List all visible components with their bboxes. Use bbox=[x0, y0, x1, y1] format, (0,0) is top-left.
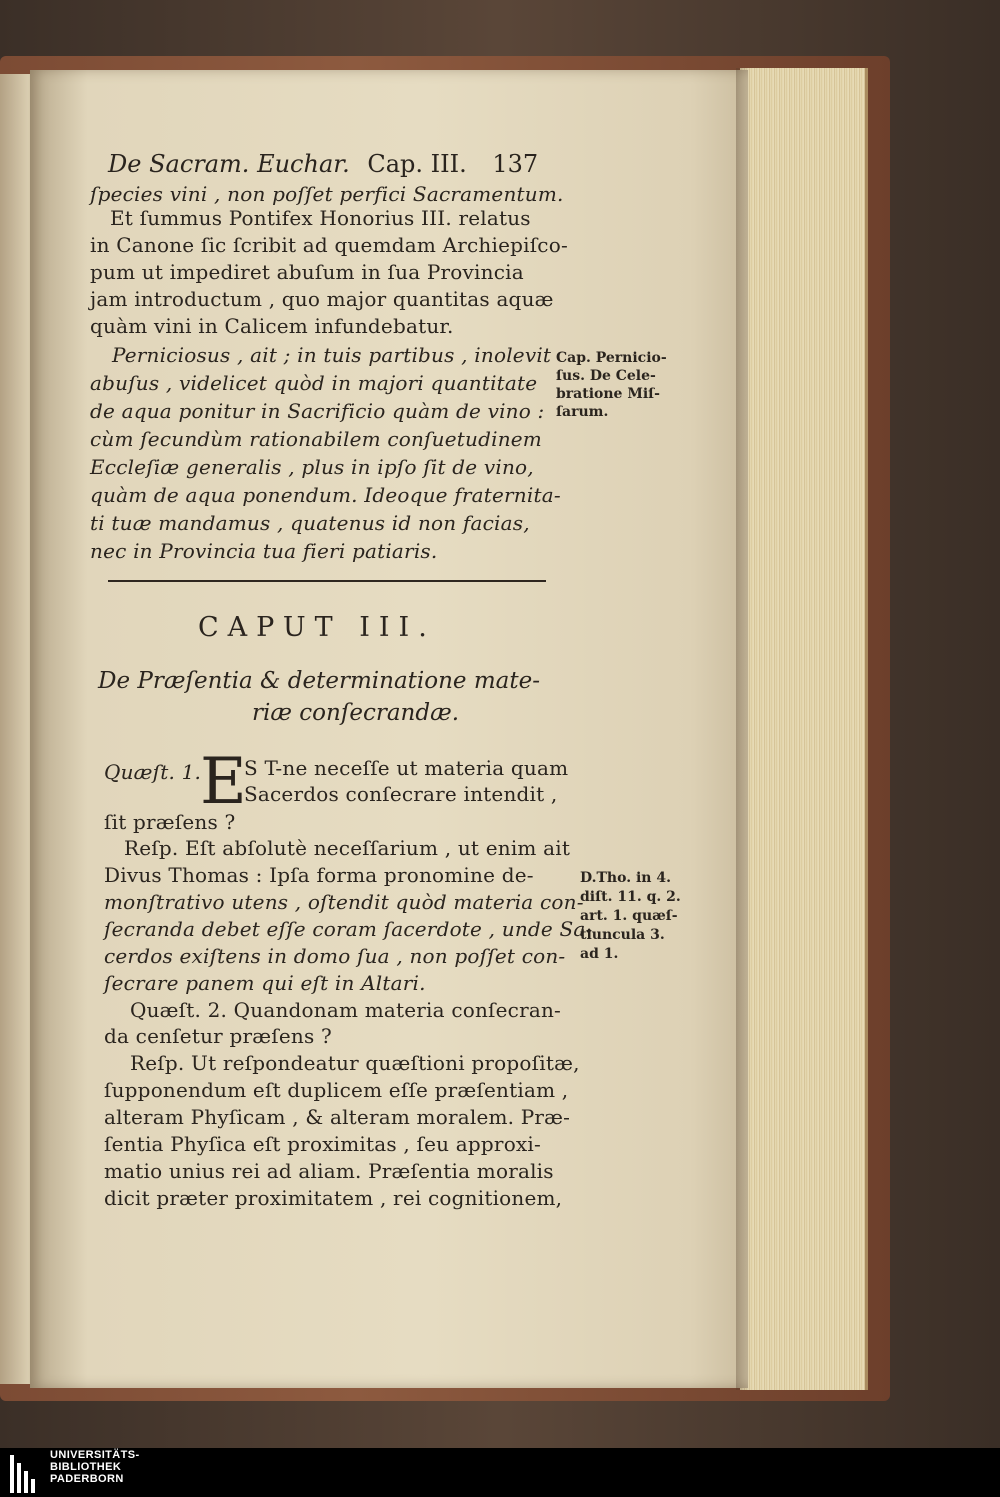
margin-note-line: Cap. Pernicio- bbox=[556, 350, 667, 366]
quote-line: de aqua ponitur in Sacrificio quàm de vino : bbox=[90, 399, 545, 423]
text-line: Sacerdos conſecrare intendit , bbox=[244, 782, 558, 806]
text-line: ſpecies vini , non poſſet perfici Sacramentum. bbox=[90, 182, 564, 206]
quote-line: ti tuæ mandamus , quatenus id non facias, bbox=[90, 511, 530, 535]
text-line: in Canone ſic ſcribit ad quemdam Archiepiſco- bbox=[90, 233, 568, 257]
text-line: S T-ne neceſſe ut materia quam bbox=[244, 756, 569, 780]
library-footer bbox=[0, 1448, 1000, 1497]
library-name-line: BIBLIOTHEK bbox=[50, 1461, 122, 1473]
text-line: da cenſetur præſens ? bbox=[104, 1024, 332, 1048]
margin-note-line: tiuncula 3. bbox=[580, 927, 665, 943]
text-line: ſentia Phyſica eſt proximitas , ſeu approxi- bbox=[104, 1132, 541, 1156]
quote-line: Perniciosus , ait ; in tuis partibus , inolevit bbox=[112, 343, 552, 367]
quote-line: cùm ſecundùm rationabilem conſuetudinem bbox=[90, 427, 542, 451]
library-name-line: PADERBORN bbox=[50, 1473, 124, 1485]
running-head bbox=[108, 150, 538, 178]
chapter-heading: CAPUT III. bbox=[198, 612, 436, 643]
text-line: Reſp. Eſt abſolutè neceſſarium , ut enim ait bbox=[124, 836, 571, 860]
margin-note-line: ad 1. bbox=[580, 946, 619, 962]
text-line: dicit præter proximitatem , rei cognitionem, bbox=[104, 1186, 563, 1210]
text-line: Et ſummus Pontifex Honorius III. relatus bbox=[110, 206, 531, 230]
margin-note-line: bratione Miſ- bbox=[556, 386, 660, 402]
quaestio-label: Quæſt. 1. bbox=[104, 760, 202, 784]
library-logo-icon bbox=[10, 1453, 40, 1493]
quote-line: nec in Provincia tua fieri patiaris. bbox=[90, 539, 438, 563]
text-line: cerdos exiſtens in domo ſua , non poſſet con- bbox=[104, 944, 566, 968]
margin-note-line: art. 1. quæſ- bbox=[580, 908, 678, 924]
text-line: matio unius rei ad aliam. Præſentia moralis bbox=[104, 1159, 554, 1183]
chapter-subtitle: De Præſentia & determinatione mate- bbox=[98, 668, 540, 694]
drop-capital: E bbox=[200, 745, 247, 819]
text-line: monſtrativo utens , oſtendit quòd materia con- bbox=[104, 890, 584, 914]
text-line: Quæſt. 2. Quandonam materia conſecran- bbox=[130, 998, 562, 1022]
chapter-label: Cap. III. bbox=[367, 150, 467, 178]
text-line: alteram Phyſicam , & alteram moralem. Præ- bbox=[104, 1105, 571, 1129]
library-name bbox=[50, 1449, 140, 1485]
text-line: pum ut impediret abuſum in ſua Provincia bbox=[90, 260, 524, 284]
chapter-subtitle: riæ conſecrandæ. bbox=[252, 700, 459, 726]
text-line: quàm vini in Calicem infundebatur. bbox=[90, 314, 454, 338]
text-line: ſupponendum eſt duplicem eſſe præſentiam , bbox=[104, 1078, 569, 1102]
text-line: ſecranda debet eſſe coram ſacerdote , unde Sa- bbox=[104, 917, 593, 941]
margin-note-line: D.Tho. in 4. bbox=[580, 870, 671, 886]
text-line: ſit præſens ? bbox=[104, 810, 236, 834]
running-title: De Sacram. Euchar. bbox=[108, 150, 350, 178]
text-line: Reſp. Ut reſpondeatur quæſtioni propoſitæ, bbox=[130, 1051, 580, 1075]
text-line: ſecrare panem qui eſt in Altari. bbox=[104, 971, 426, 995]
text-line: Divus Thomas : Ipſa forma pronomine de- bbox=[104, 863, 534, 887]
margin-note-line: ſus. De Cele- bbox=[556, 368, 656, 384]
margin-note-line: diſt. 11. q. 2. bbox=[580, 889, 681, 905]
margin-note-line: ſarum. bbox=[556, 404, 609, 420]
section-divider bbox=[108, 580, 546, 582]
text-line: jam introductum , quo major quantitas aquæ bbox=[90, 287, 554, 311]
library-name-line: UNIVERSITÄTS- bbox=[50, 1449, 140, 1461]
quote-line: abuſus , videlicet quòd in majori quantitate bbox=[90, 371, 538, 395]
page-number: 137 bbox=[492, 150, 539, 178]
quote-line: Eccleſiæ generalis , plus in ipſo ſit de vino, bbox=[90, 455, 534, 479]
quote-line: quàm de aqua ponendum. Ideoque fraternita- bbox=[90, 483, 561, 507]
